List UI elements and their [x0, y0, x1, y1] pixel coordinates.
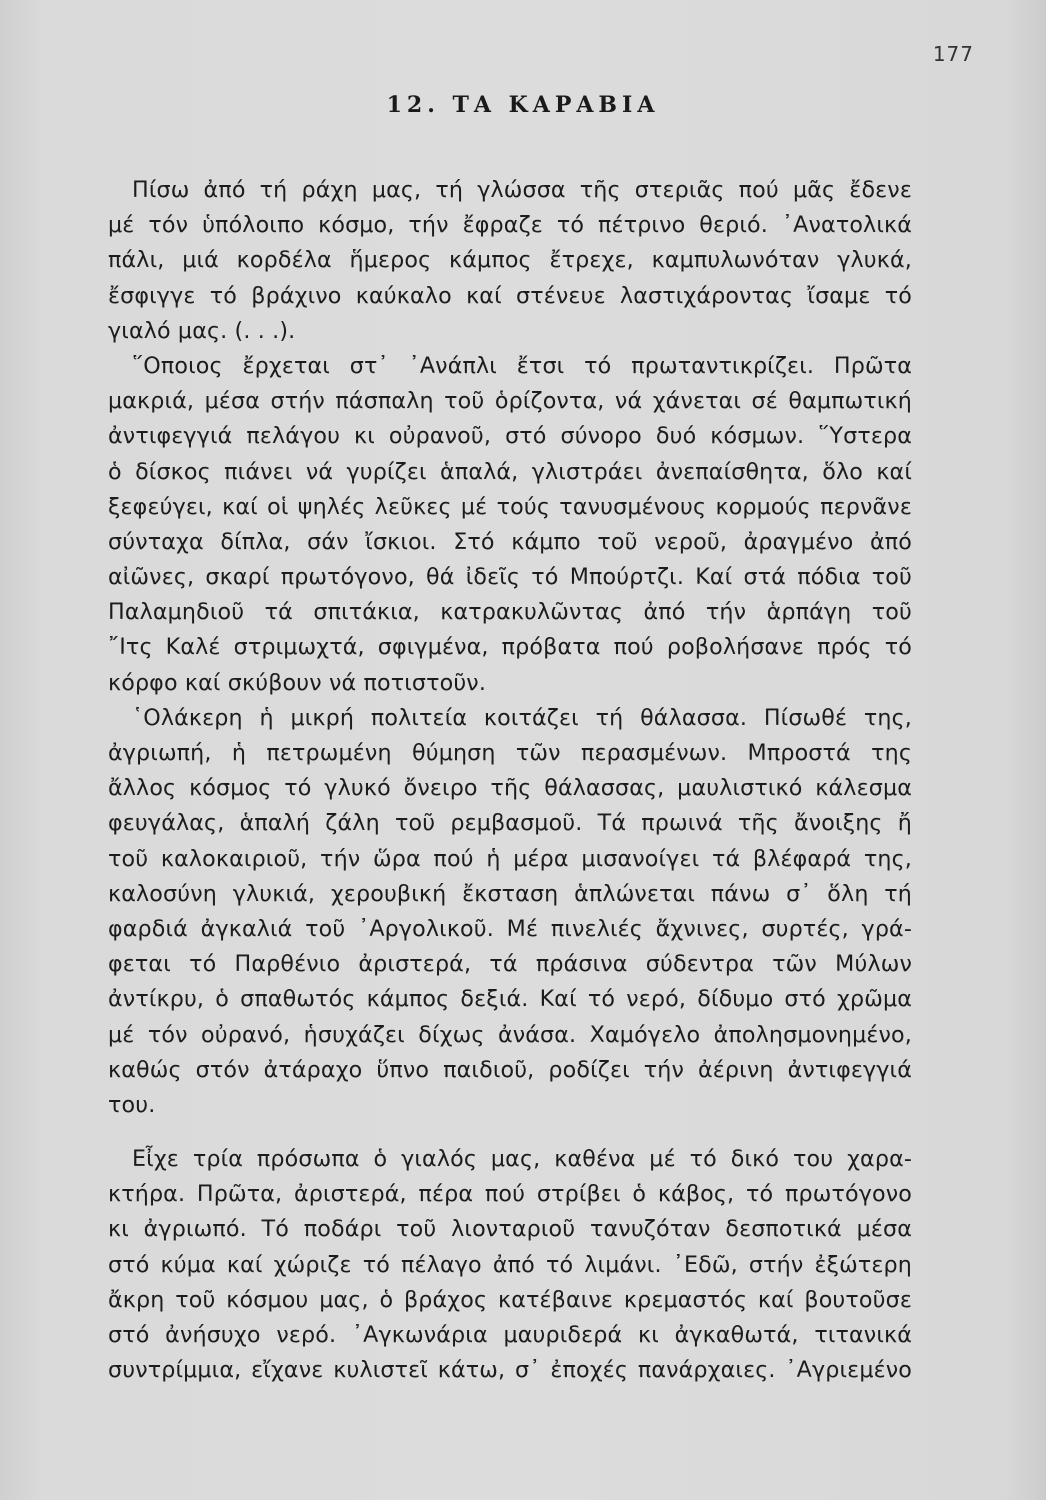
paragraph: [108, 701, 912, 1123]
text-line: του.: [108, 1091, 156, 1118]
text-line: μακριά, μέσα στήν πάσπαλη τοῦ ὁρίζοντα, νά χάνεται σέ θαμπωτική: [108, 388, 912, 415]
text-line: κόρφο καί σκύβουν νά ποτιστοῦν.: [108, 669, 487, 696]
text-line: συντρίμμια, εἴχανε κυλιστεῖ κάτω, σ᾿ ἐποχές πανάρχαιες. ᾿Αγριεμένο: [108, 1357, 912, 1384]
text-line: κι ἀγριωπό. Τό ποδάρι τοῦ λιονταριοῦ τανυζόταν δεσποτικά μέσα: [108, 1216, 912, 1243]
text-line: Πίσω ἀπό τή ράχη μας, τή γλώσσα τῆς στεριᾶς πού μᾶς ἔδενε: [132, 177, 912, 203]
text-line: ξεφεύγει, καί οἱ ψηλές λεῦκες μέ τούς τανυσμένους κορμούς περνᾶνε: [108, 493, 912, 520]
text-line: ἀγριωπή, ἡ πετρωμένη θύμηση τῶν περασμένων. Μπροστά της: [108, 740, 912, 766]
text-line: ὁ δίσκος πιάνει νά γυρίζει ἁπαλά, γλιστράει ἀνεπαίσθητα, ὅλο καί: [108, 458, 912, 485]
text-line: καλοσύνη γλυκιά, χερουβική ἔκσταση ἁπλώνεται πάνω σ᾿ ὅλη τή: [108, 880, 912, 907]
text-line: γιαλό μας. (. . .).: [108, 317, 296, 344]
text-line: ῞Οποιος ἔρχεται στ᾿ ᾿Ανάπλι ἔτσι τό πρωταντικρίζει. Πρῶτα: [132, 352, 912, 379]
text-line: ἄλλος κόσμος τό γλυκό ὄνειρο τῆς θάλασσας, μαυλιστικό κάλεσμα: [108, 775, 912, 802]
text-line: ῎Ιτς Καλέ στριμωχτά, σφιγμένα, πρόβατα πού ροβολήσανε πρός τό: [108, 634, 912, 661]
text-line: στό ἀνήσυχο νερό. ᾿Αγκωνάρια μαυριδερά κι ἀγκαθωτά, τιτανικά: [108, 1322, 912, 1348]
body-text: [108, 173, 912, 1388]
chapter-title: 12. ΤΑ ΚΑΡΑΒΙΑ: [386, 92, 660, 118]
paragraph: [108, 349, 912, 701]
text-line: αἰῶνες, σκαρί πρωτόγονο, θά ἰδεῖς τό Μπούρτζι. Καί στά πόδια τοῦ: [108, 564, 912, 591]
text-line: καθώς στόν ἀτάραχο ὕπνο παιδιοῦ, ροδίζει τήν ἀέρινη ἀντιφεγγιά: [108, 1056, 912, 1083]
text-line: ῾Ολάκερη ἡ μικρή πολιτεία κοιτάζει τή θάλασσα. Πίσωθέ της,: [132, 704, 912, 731]
text-line: ἄκρη τοῦ κόσμου μας, ὁ βράχος κατέβαινε κρεμαστός καί βουτοῦσε: [108, 1286, 912, 1313]
text-line: ἔσφιγγε τό βράχινο καύκαλο καί στένευε λαστιχάροντας ἴσαμε τό: [108, 282, 912, 309]
text-line: τοῦ καλοκαιριοῦ, τήν ὥρα πού ἡ μέρα μισανοίγει τά βλέφαρά της,: [108, 845, 912, 872]
text-line: Παλαμηδιοῦ τά σπιτάκια, κατρακυλῶντας ἀπό τήν ἁρπάγη τοῦ: [108, 599, 912, 626]
text-line: φεται τό Παρθένιο ἀριστερά, τά πράσινα σύδεντρα τῶν Μύλων: [108, 951, 912, 978]
text-line: Εἶχε τρία πρόσωπα ὁ γιαλός μας, καθένα μέ τό δικό του χαρα-: [132, 1146, 912, 1173]
page-number: 177: [932, 42, 974, 66]
text-line: στό κύμα καί χώριζε τό πέλαγο ἀπό τό λιμάνι. ᾿Εδῶ, στήν ἐξώτερη: [108, 1251, 912, 1278]
text-line: ἀντιφεγγιά πελάγου κι οὐρανοῦ, στό σύνορο δυό κόσμων. ῞Υστερα: [108, 423, 912, 450]
paragraph: [108, 1142, 912, 1388]
paragraph: [108, 173, 912, 349]
text-line: πάλι, μιά κορδέλα ἥμερος κάμπος ἔτρεχε, καμπυλωνόταν γλυκά,: [108, 247, 912, 274]
text-line: ἀντίκρυ, ὁ σπαθωτός κάμπος δεξιά. Καί τό νερό, δίδυμο στό χρῶμα: [108, 986, 912, 1013]
text-line: κτήρα. Πρῶτα, ἀριστερά, πέρα πού στρίβει ὁ κάβος, τό πρωτόγονο: [108, 1181, 912, 1208]
text-line: μέ τόν ὑπόλοιπο κόσμο, τήν ἔφραζε τό πέτρινο θεριό. ᾿Ανατολικά: [108, 212, 912, 239]
text-line: φαρδιά ἀγκαλιά τοῦ ᾿Αργολικοῦ. Μέ πινελιές ἄχνινες, συρτές, γρά-: [108, 915, 912, 942]
text-line: φευγάλας, ἁπαλή ζάλη τοῦ ρεμβασμοῦ. Τά πρωινά τῆς ἄνοιξης ἤ: [108, 810, 912, 837]
text-line: σύνταχα δίπλα, σάν ἴσκιοι. Στό κάμπο τοῦ νεροῦ, ἀραγμένο ἀπό: [108, 528, 912, 555]
text-line: μέ τόν οὐρανό, ἡσυχάζει δίχως ἀνάσα. Χαμόγελο ἀπολησμονημένο,: [108, 1021, 912, 1048]
